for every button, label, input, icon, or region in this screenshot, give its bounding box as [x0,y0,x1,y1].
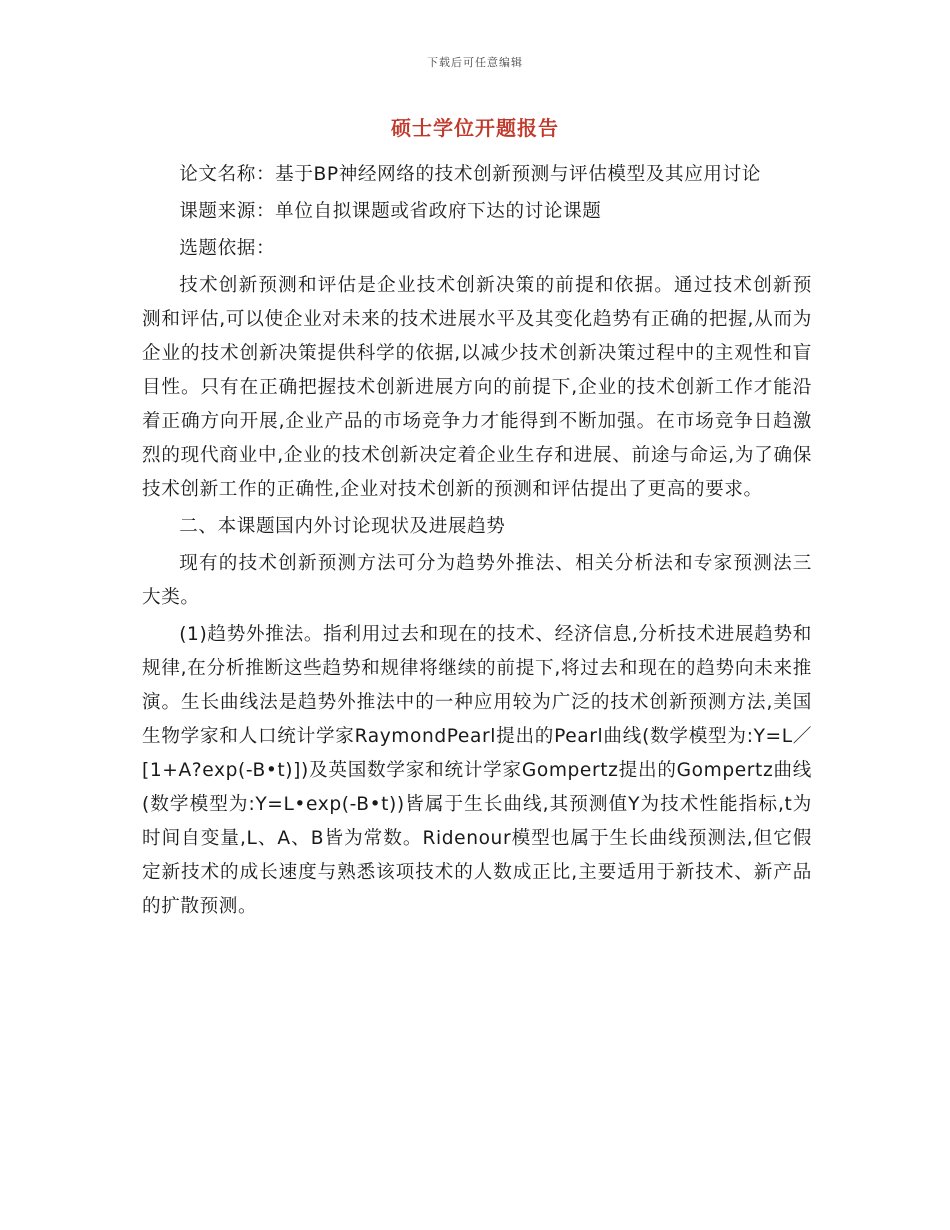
body-paragraph: (1)趋势外推法。指利用过去和现在的技术、经济信息,分析技术进展趋势和规律,在分析推断这些趋势和规律将继续的前提下,将过去和现在的趋势向未来推演。生长曲线法是趋势外推法中的一种应用较为广泛的技术创新预测方法,美国生物学家和人口统计学家RaymondPearl提出的Pearl曲线(数学模型为:Y=L／[1+A?exp(-B•t)])及英国数学家和统计学家Gompertz提出的Gompertz曲线(数学模型为:Y=L•exp(-B•t))皆属于生长曲线,其预测值Y为技术性能指标,t为时间自变量,L、A、B皆为常数。Ridenour模型也属于生长曲线预测法,但它假定新技术的成长速度与熟悉该项技术的人数成正比,主要适用于新技术、新产品的扩散预测。 [142,624,812,917]
topic-source-paragraph: 课题来源：单位自拟课题或省政府下达的讨论课题 [179,201,602,222]
topic-basis-heading: 选题依据： [179,238,276,259]
document-body [142,158,812,927]
body-paragraph: 现有的技术创新预测方法可分为趋势外推法、相关分析法和专家预测法三大类。 [142,553,812,608]
header-note: 下载后可任意编辑 [427,56,523,69]
section-heading: 二、本课题国内外讨论现状及进展趋势 [179,516,506,537]
document-title: 硕士学位开题报告 [391,116,559,140]
thesis-name-paragraph: 论文名称：基于BP神经网络的技术创新预测与评估模型及其应用讨论 [179,164,761,185]
body-paragraph: 技术创新预测和评估是企业技术创新决策的前提和依据。通过技术创新预测和评估,可以使企业对未来的技术进展水平及其变化趋势有正确的把握,从而为企业的技术创新决策提供科学的依据,以减少技术创新决策过程中的主观性和盲目性。只有在正确把握技术创新进展方向的前提下,企业的技术创新工作才能沿着正确方向开展,企业产品的市场竞争力才能得到不断加强。在市场竞争日趋激烈的现代商业中,企业的技术创新决定着企业生存和进展、前途与命运,为了确保技术创新工作的正确性,企业对技术创新的预测和评估提出了更高的要求。 [142,275,812,500]
